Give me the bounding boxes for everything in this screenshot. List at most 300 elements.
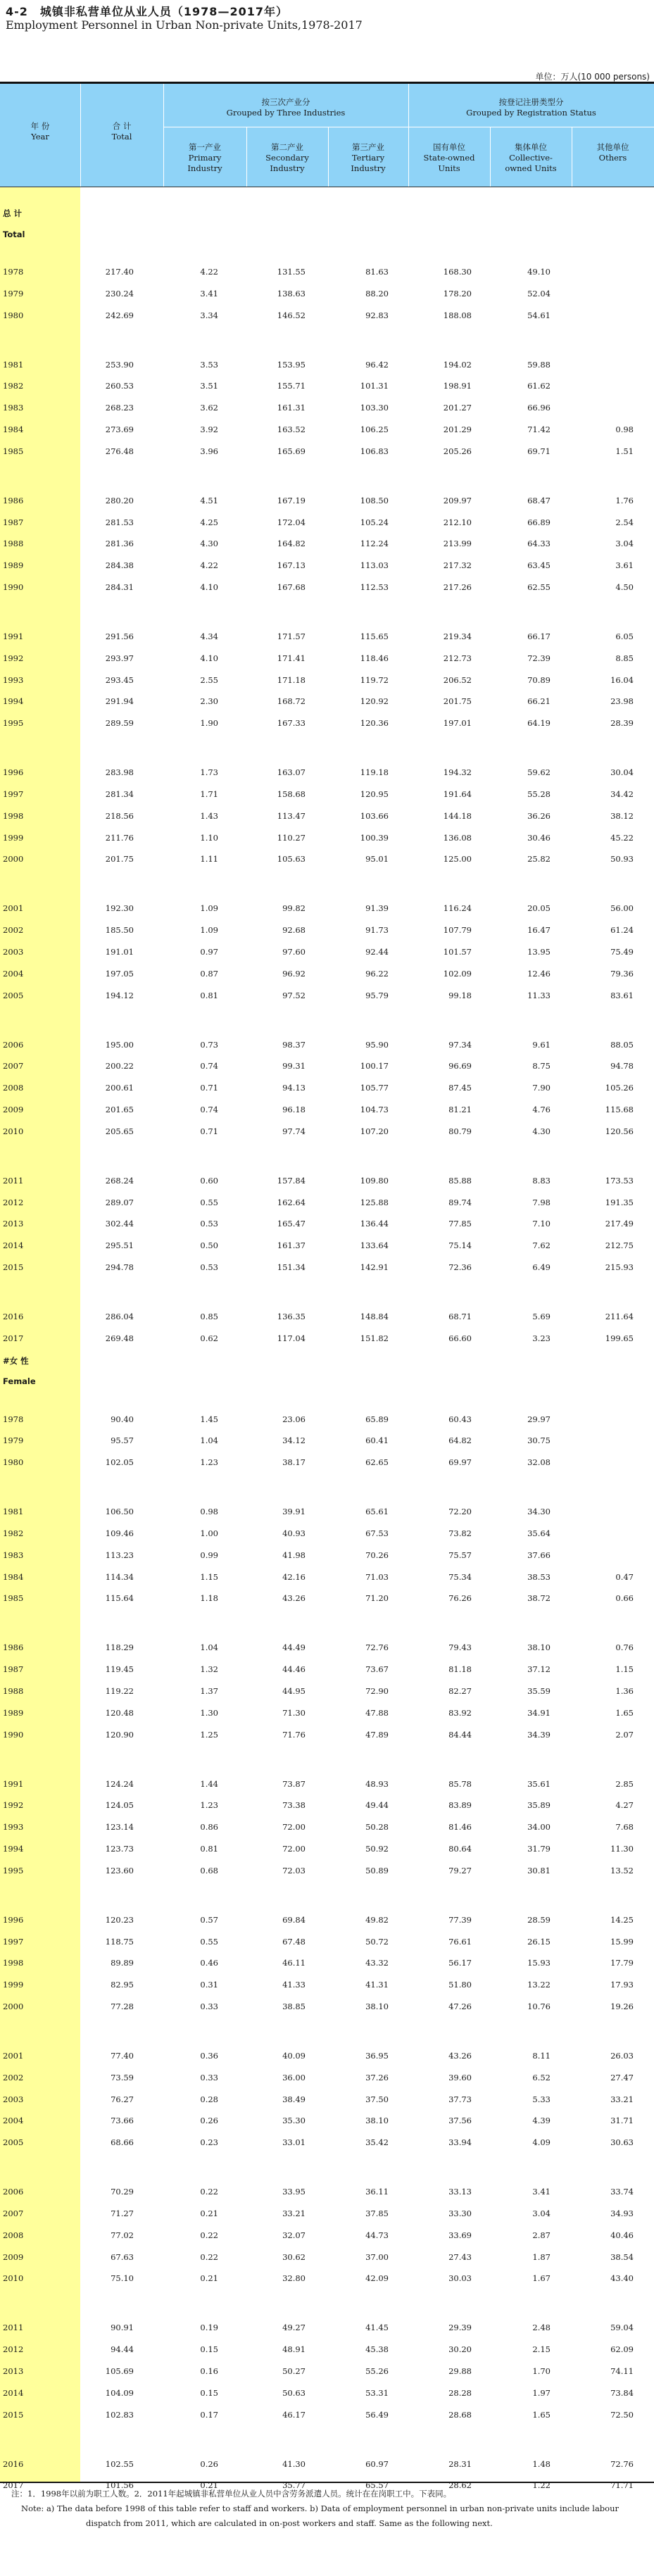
value-cell: 32.08 bbox=[527, 1457, 551, 1467]
value-cell: 34.42 bbox=[610, 789, 634, 799]
year-cell: 2001 bbox=[3, 903, 24, 913]
value-cell: 75.57 bbox=[448, 1550, 472, 1560]
value-cell: 53.31 bbox=[365, 2388, 389, 2398]
value-cell: 133.64 bbox=[360, 1240, 389, 1250]
year-cell: 1991 bbox=[3, 632, 24, 641]
value-cell: 0.19 bbox=[200, 2323, 218, 2332]
value-cell: 34.39 bbox=[527, 1730, 551, 1740]
year-cell: 2010 bbox=[3, 1126, 24, 1136]
value-cell: 0.85 bbox=[200, 1312, 218, 1321]
value-cell: 4.09 bbox=[532, 2137, 551, 2147]
value-cell: 38.12 bbox=[610, 811, 634, 821]
value-cell: 95.79 bbox=[365, 991, 389, 1000]
value-cell: 101.56 bbox=[105, 2480, 134, 2490]
value-cell: 71.03 bbox=[365, 1572, 389, 1582]
table-row bbox=[0, 1685, 654, 1699]
value-cell: 1.15 bbox=[615, 1664, 634, 1674]
value-cell: 33.01 bbox=[282, 2137, 306, 2147]
value-cell: 33.21 bbox=[282, 2209, 306, 2218]
year-cell: 2001 bbox=[3, 2051, 24, 2061]
value-cell: 115.65 bbox=[360, 632, 389, 641]
value-cell: 77.02 bbox=[111, 2230, 134, 2240]
value-cell: 106.83 bbox=[360, 446, 389, 456]
value-cell: 73.84 bbox=[610, 2388, 634, 2398]
year-cell: 2005 bbox=[3, 991, 24, 1000]
table-row bbox=[0, 810, 654, 824]
value-cell: 61.24 bbox=[610, 925, 634, 935]
value-cell: 0.17 bbox=[200, 2410, 218, 2420]
value-cell: 6.05 bbox=[615, 632, 634, 641]
value-cell: 124.24 bbox=[105, 1779, 134, 1789]
value-cell: 27.43 bbox=[448, 2252, 472, 2262]
section-row bbox=[0, 206, 654, 220]
value-cell: 120.23 bbox=[105, 1915, 134, 1925]
year-cell: 1999 bbox=[3, 833, 24, 843]
value-cell: 15.99 bbox=[610, 1937, 634, 1947]
table-row bbox=[0, 1935, 654, 1949]
value-cell: 71.20 bbox=[365, 1593, 389, 1603]
value-cell: 0.16 bbox=[200, 2366, 218, 2376]
value-cell: 0.22 bbox=[200, 2187, 218, 2197]
value-cell: 3.41 bbox=[532, 2187, 551, 2197]
year-cell: 1982 bbox=[3, 381, 24, 391]
table-row bbox=[0, 494, 654, 508]
value-cell: 38.10 bbox=[365, 2002, 389, 2011]
year-cell: 1996 bbox=[3, 1915, 24, 1925]
table-row bbox=[0, 2093, 654, 2107]
value-cell: 37.56 bbox=[448, 2116, 472, 2125]
value-cell: 0.81 bbox=[200, 991, 218, 1000]
value-cell: 284.38 bbox=[105, 560, 134, 570]
year-cell: 1997 bbox=[3, 1937, 24, 1947]
value-cell: 82.27 bbox=[448, 1686, 472, 1696]
value-cell: 79.36 bbox=[610, 969, 634, 979]
value-cell: 31.79 bbox=[527, 1844, 551, 1854]
year-cell: 1985 bbox=[3, 1593, 24, 1603]
value-cell: 32.07 bbox=[282, 2230, 306, 2240]
year-cell: 1994 bbox=[3, 1844, 24, 1854]
value-cell: 155.71 bbox=[277, 381, 306, 391]
value-cell: 66.17 bbox=[527, 632, 551, 641]
value-cell: 40.09 bbox=[282, 2051, 306, 2061]
year-cell: 1993 bbox=[3, 675, 24, 685]
value-cell: 62.09 bbox=[610, 2344, 634, 2354]
year-cell: 2006 bbox=[3, 2187, 24, 2197]
value-cell: 43.32 bbox=[365, 1958, 389, 1968]
table-row bbox=[0, 766, 654, 780]
value-cell: 64.82 bbox=[448, 1435, 472, 1445]
value-cell: 41.98 bbox=[282, 1550, 306, 1560]
value-cell: 213.99 bbox=[443, 539, 472, 548]
value-cell: 211.64 bbox=[605, 1312, 634, 1321]
section-label: Female bbox=[3, 1376, 36, 1386]
table-row bbox=[0, 1174, 654, 1188]
value-cell: 115.64 bbox=[105, 1593, 134, 1603]
value-cell: 0.21 bbox=[200, 2480, 218, 2490]
value-cell: 106.50 bbox=[105, 1507, 134, 1516]
value-cell: 0.22 bbox=[200, 2230, 218, 2240]
year-cell: 1978 bbox=[3, 267, 24, 277]
value-cell: 142.91 bbox=[360, 1262, 389, 1272]
value-cell: 72.76 bbox=[365, 1642, 389, 1652]
value-cell: 40.46 bbox=[610, 2230, 634, 2240]
value-cell: 28.28 bbox=[448, 2388, 472, 2398]
value-cell: 83.89 bbox=[448, 1800, 472, 1810]
value-cell: 41.45 bbox=[365, 2323, 389, 2332]
year-cell: 2000 bbox=[3, 2002, 24, 2011]
value-cell: 83.61 bbox=[610, 991, 634, 1000]
value-cell: 112.24 bbox=[360, 539, 389, 548]
section-label: 总 计 bbox=[3, 208, 23, 218]
year-cell: 1988 bbox=[3, 539, 24, 548]
value-cell: 201.65 bbox=[105, 1105, 134, 1114]
header-secondary: 第二产业 Secondary Industry bbox=[265, 142, 309, 173]
year-cell: 1982 bbox=[3, 1528, 24, 1538]
value-cell: 276.48 bbox=[105, 446, 134, 456]
value-cell: 1.71 bbox=[200, 789, 218, 799]
value-cell: 75.49 bbox=[610, 947, 634, 957]
value-cell: 30.81 bbox=[527, 1866, 551, 1876]
value-cell: 284.31 bbox=[105, 582, 134, 592]
value-cell: 3.51 bbox=[200, 381, 218, 391]
value-cell: 66.96 bbox=[527, 403, 551, 413]
value-cell: 242.69 bbox=[105, 310, 134, 320]
value-cell: 131.55 bbox=[277, 267, 306, 277]
table-row bbox=[0, 2136, 654, 2150]
value-cell: 15.93 bbox=[527, 1958, 551, 1968]
value-cell: 32.80 bbox=[282, 2273, 306, 2283]
value-cell: 90.91 bbox=[111, 2323, 134, 2332]
value-cell: 43.40 bbox=[610, 2273, 634, 2283]
value-cell: 51.80 bbox=[448, 1980, 472, 1990]
value-cell: 138.63 bbox=[277, 289, 306, 299]
value-cell: 75.14 bbox=[448, 1240, 472, 1250]
header-year: 年 份 Year bbox=[30, 121, 50, 142]
value-cell: 3.04 bbox=[615, 539, 634, 548]
year-cell: 1981 bbox=[3, 360, 24, 370]
table-row bbox=[0, 1038, 654, 1053]
value-cell: 4.50 bbox=[615, 582, 634, 592]
year-cell: 2005 bbox=[3, 2137, 24, 2147]
year-cell: 1988 bbox=[3, 1686, 24, 1696]
value-cell: 63.45 bbox=[527, 560, 551, 570]
value-cell: 120.56 bbox=[605, 1126, 634, 1136]
year-cell: 1992 bbox=[3, 653, 24, 663]
value-cell: 60.97 bbox=[365, 2459, 389, 2469]
table-row bbox=[0, 423, 654, 437]
table-row bbox=[0, 2343, 654, 2357]
unit-label: 单位：万人(10 000 persons) bbox=[535, 72, 650, 82]
table-row bbox=[0, 924, 654, 938]
value-cell: 34.00 bbox=[527, 1822, 551, 1832]
value-cell: 38.53 bbox=[527, 1572, 551, 1582]
value-cell: 2.54 bbox=[615, 517, 634, 527]
value-cell: 1.44 bbox=[200, 1779, 218, 1789]
year-cell: 1986 bbox=[3, 1642, 24, 1652]
value-cell: 120.90 bbox=[105, 1730, 134, 1740]
value-cell: 120.48 bbox=[105, 1708, 134, 1718]
value-cell: 37.50 bbox=[365, 2094, 389, 2104]
table-row bbox=[0, 1842, 654, 1856]
table-row bbox=[0, 1641, 654, 1655]
value-cell: 28.62 bbox=[448, 2480, 472, 2490]
value-cell: 65.89 bbox=[365, 1414, 389, 1424]
value-cell: 1.00 bbox=[200, 1528, 218, 1538]
value-cell: 171.18 bbox=[277, 675, 306, 685]
value-cell: 50.93 bbox=[610, 854, 634, 864]
value-cell: 205.26 bbox=[443, 446, 472, 456]
value-cell: 3.61 bbox=[615, 560, 634, 570]
value-cell: 28.68 bbox=[448, 2410, 472, 2420]
value-cell: 1.23 bbox=[200, 1457, 218, 1467]
value-cell: 75.34 bbox=[448, 1572, 472, 1582]
year-cell: 2008 bbox=[3, 2230, 24, 2240]
value-cell: 40.93 bbox=[282, 1528, 306, 1538]
table-row bbox=[0, 2365, 654, 2379]
value-cell: 88.05 bbox=[610, 1040, 634, 1050]
value-cell: 0.31 bbox=[200, 1980, 218, 1990]
value-cell: 88.20 bbox=[365, 289, 389, 299]
value-cell: 72.03 bbox=[282, 1866, 306, 1876]
table-row bbox=[0, 1978, 654, 1992]
year-cell: 2006 bbox=[3, 1040, 24, 1050]
value-cell: 109.46 bbox=[105, 1528, 134, 1538]
table-row bbox=[0, 853, 654, 867]
table-row bbox=[0, 2049, 654, 2063]
table-row bbox=[0, 379, 654, 394]
value-cell: 163.07 bbox=[277, 767, 306, 777]
value-cell: 7.98 bbox=[532, 1198, 551, 1207]
value-cell: 293.45 bbox=[105, 675, 134, 685]
table-row bbox=[0, 695, 654, 709]
value-cell: 178.20 bbox=[443, 289, 472, 299]
value-cell: 5.33 bbox=[532, 2094, 551, 2104]
value-cell: 71.71 bbox=[610, 2480, 634, 2490]
value-cell: 80.64 bbox=[448, 1844, 472, 1854]
value-cell: 0.23 bbox=[200, 2137, 218, 2147]
year-cell: 1989 bbox=[3, 1708, 24, 1718]
value-cell: 109.80 bbox=[360, 1176, 389, 1186]
value-cell: 1.48 bbox=[532, 2459, 551, 2469]
value-cell: 1.11 bbox=[200, 854, 218, 864]
value-cell: 104.09 bbox=[105, 2388, 134, 2398]
value-cell: 2.48 bbox=[532, 2323, 551, 2332]
year-cell: 2017 bbox=[3, 1333, 24, 1343]
value-cell: 200.22 bbox=[105, 1061, 134, 1071]
year-cell: 1984 bbox=[3, 425, 24, 434]
table-row bbox=[0, 674, 654, 688]
value-cell: 66.21 bbox=[527, 696, 551, 706]
value-cell: 194.32 bbox=[443, 767, 472, 777]
table-top-rule bbox=[0, 82, 654, 84]
value-cell: 136.44 bbox=[360, 1219, 389, 1229]
value-cell: 92.44 bbox=[365, 947, 389, 957]
section-label: Total bbox=[3, 230, 25, 239]
value-cell: 50.89 bbox=[365, 1866, 389, 1876]
value-cell: 194.02 bbox=[443, 360, 472, 370]
table-row bbox=[0, 1778, 654, 1792]
value-cell: 116.24 bbox=[443, 903, 472, 913]
value-cell: 118.46 bbox=[360, 653, 389, 663]
year-cell: 2015 bbox=[3, 1262, 24, 1272]
value-cell: 49.82 bbox=[365, 1915, 389, 1925]
table-row bbox=[0, 2458, 654, 2472]
year-cell: 1995 bbox=[3, 718, 24, 728]
value-cell: 171.41 bbox=[277, 653, 306, 663]
value-cell: 33.94 bbox=[448, 2137, 472, 2147]
value-cell: 0.21 bbox=[200, 2209, 218, 2218]
value-cell: 191.35 bbox=[605, 1198, 634, 1207]
header-others: 其他单位 Others bbox=[596, 142, 629, 163]
value-cell: 49.10 bbox=[527, 267, 551, 277]
table-row bbox=[0, 1456, 654, 1470]
value-cell: 199.65 bbox=[605, 1333, 634, 1343]
table-row bbox=[0, 1914, 654, 1928]
value-cell: 4.22 bbox=[200, 560, 218, 570]
header-total: 合 计 Total bbox=[111, 121, 132, 142]
value-cell: 47.89 bbox=[365, 1730, 389, 1740]
value-cell: 185.50 bbox=[105, 925, 134, 935]
year-cell: 2009 bbox=[3, 1105, 24, 1114]
value-cell: 105.63 bbox=[277, 854, 306, 864]
value-cell: 50.72 bbox=[365, 1937, 389, 1947]
value-cell: 42.09 bbox=[365, 2273, 389, 2283]
value-cell: 108.50 bbox=[360, 496, 389, 505]
value-cell: 23.98 bbox=[610, 696, 634, 706]
value-cell: 215.93 bbox=[605, 1262, 634, 1272]
value-cell: 96.18 bbox=[282, 1105, 306, 1114]
value-cell: 1.65 bbox=[615, 1708, 634, 1718]
section-row bbox=[0, 1354, 654, 1368]
value-cell: 211.76 bbox=[105, 833, 134, 843]
value-cell: 217.49 bbox=[605, 1219, 634, 1229]
value-cell: 39.91 bbox=[282, 1507, 306, 1516]
value-cell: 1.51 bbox=[615, 446, 634, 456]
year-cell: 1978 bbox=[3, 1414, 24, 1424]
value-cell: 16.04 bbox=[610, 675, 634, 685]
value-cell: 66.89 bbox=[527, 517, 551, 527]
value-cell: 39.60 bbox=[448, 2073, 472, 2082]
value-cell: 1.90 bbox=[200, 718, 218, 728]
year-cell: 2000 bbox=[3, 854, 24, 864]
value-cell: 36.00 bbox=[282, 2073, 306, 2082]
value-cell: 212.75 bbox=[605, 1240, 634, 1250]
value-cell: 85.78 bbox=[448, 1779, 472, 1789]
value-cell: 1.04 bbox=[200, 1642, 218, 1652]
value-cell: 89.89 bbox=[111, 1958, 134, 1968]
value-cell: 79.43 bbox=[448, 1642, 472, 1652]
value-cell: 56.00 bbox=[610, 903, 634, 913]
value-cell: 0.28 bbox=[200, 2094, 218, 2104]
value-cell: 1.73 bbox=[200, 767, 218, 777]
table-row bbox=[0, 2321, 654, 2335]
value-cell: 206.52 bbox=[443, 675, 472, 685]
value-cell: 76.27 bbox=[111, 2094, 134, 2104]
value-cell: 60.41 bbox=[365, 1435, 389, 1445]
value-cell: 42.16 bbox=[282, 1572, 306, 1582]
value-cell: 0.15 bbox=[200, 2388, 218, 2398]
table-row bbox=[0, 717, 654, 731]
value-cell: 36.95 bbox=[365, 2051, 389, 2061]
value-cell: 217.32 bbox=[443, 560, 472, 570]
value-cell: 3.04 bbox=[532, 2209, 551, 2218]
value-cell: 81.63 bbox=[365, 267, 389, 277]
year-cell: 2007 bbox=[3, 1061, 24, 1071]
value-cell: 34.93 bbox=[610, 2209, 634, 2218]
value-cell: 4.30 bbox=[532, 1126, 551, 1136]
value-cell: 1.09 bbox=[200, 903, 218, 913]
value-cell: 48.91 bbox=[282, 2344, 306, 2354]
value-cell: 68.71 bbox=[448, 1312, 472, 1321]
value-cell: 70.26 bbox=[365, 1550, 389, 1560]
table-row bbox=[0, 1663, 654, 1677]
value-cell: 0.60 bbox=[200, 1176, 218, 1186]
value-cell: 1.76 bbox=[615, 496, 634, 505]
value-cell: 19.26 bbox=[610, 2002, 634, 2011]
table-row bbox=[0, 1103, 654, 1117]
value-cell: 8.75 bbox=[532, 1061, 551, 1071]
value-cell: 55.28 bbox=[527, 789, 551, 799]
value-cell: 72.50 bbox=[610, 2410, 634, 2420]
header-collective: 集体单位 Collective- owned Units bbox=[505, 142, 557, 173]
value-cell: 197.05 bbox=[105, 969, 134, 979]
value-cell: 0.74 bbox=[200, 1105, 218, 1114]
value-cell: 115.68 bbox=[605, 1105, 634, 1114]
table-row bbox=[0, 358, 654, 372]
value-cell: 3.34 bbox=[200, 310, 218, 320]
value-cell: 37.66 bbox=[527, 1550, 551, 1560]
value-cell: 33.13 bbox=[448, 2187, 472, 2197]
value-cell: 77.28 bbox=[111, 2002, 134, 2011]
value-cell: 291.56 bbox=[105, 632, 134, 641]
value-cell: 1.18 bbox=[200, 1593, 218, 1603]
value-cell: 11.30 bbox=[610, 1844, 634, 1854]
table-row bbox=[0, 1956, 654, 1971]
value-cell: 38.54 bbox=[610, 2252, 634, 2262]
year-cell: 2004 bbox=[3, 2116, 24, 2125]
table-row bbox=[0, 2408, 654, 2423]
value-cell: 50.92 bbox=[365, 1844, 389, 1854]
value-cell: 188.08 bbox=[443, 310, 472, 320]
table-row bbox=[0, 2071, 654, 2085]
value-cell: 69.71 bbox=[527, 446, 551, 456]
value-cell: 38.10 bbox=[527, 1642, 551, 1652]
table-row bbox=[0, 2207, 654, 2221]
value-cell: 61.62 bbox=[527, 381, 551, 391]
value-cell: 17.93 bbox=[610, 1980, 634, 1990]
table-row bbox=[0, 1060, 654, 1074]
value-cell: 291.94 bbox=[105, 696, 134, 706]
value-cell: 4.27 bbox=[615, 1800, 634, 1810]
value-cell: 20.05 bbox=[527, 903, 551, 913]
value-cell: 192.30 bbox=[105, 903, 134, 913]
footnote-en-2: dispatch from 2011, which are calculated in on-post workers and staff. Same as the following next. bbox=[86, 2518, 493, 2528]
value-cell: 0.47 bbox=[615, 1572, 634, 1582]
value-cell: 44.49 bbox=[282, 1642, 306, 1652]
value-cell: 217.40 bbox=[105, 267, 134, 277]
year-cell: 2014 bbox=[3, 1240, 24, 1250]
value-cell: 104.73 bbox=[360, 1105, 389, 1114]
value-cell: 6.49 bbox=[532, 1262, 551, 1272]
value-cell: 65.57 bbox=[365, 2480, 389, 2490]
value-cell: 113.03 bbox=[360, 560, 389, 570]
value-cell: 62.55 bbox=[527, 582, 551, 592]
value-cell: 68.66 bbox=[111, 2137, 134, 2147]
value-cell: 0.62 bbox=[200, 1333, 218, 1343]
value-cell: 1.32 bbox=[200, 1664, 218, 1674]
table-row bbox=[0, 831, 654, 846]
value-cell: 95.57 bbox=[111, 1435, 134, 1445]
